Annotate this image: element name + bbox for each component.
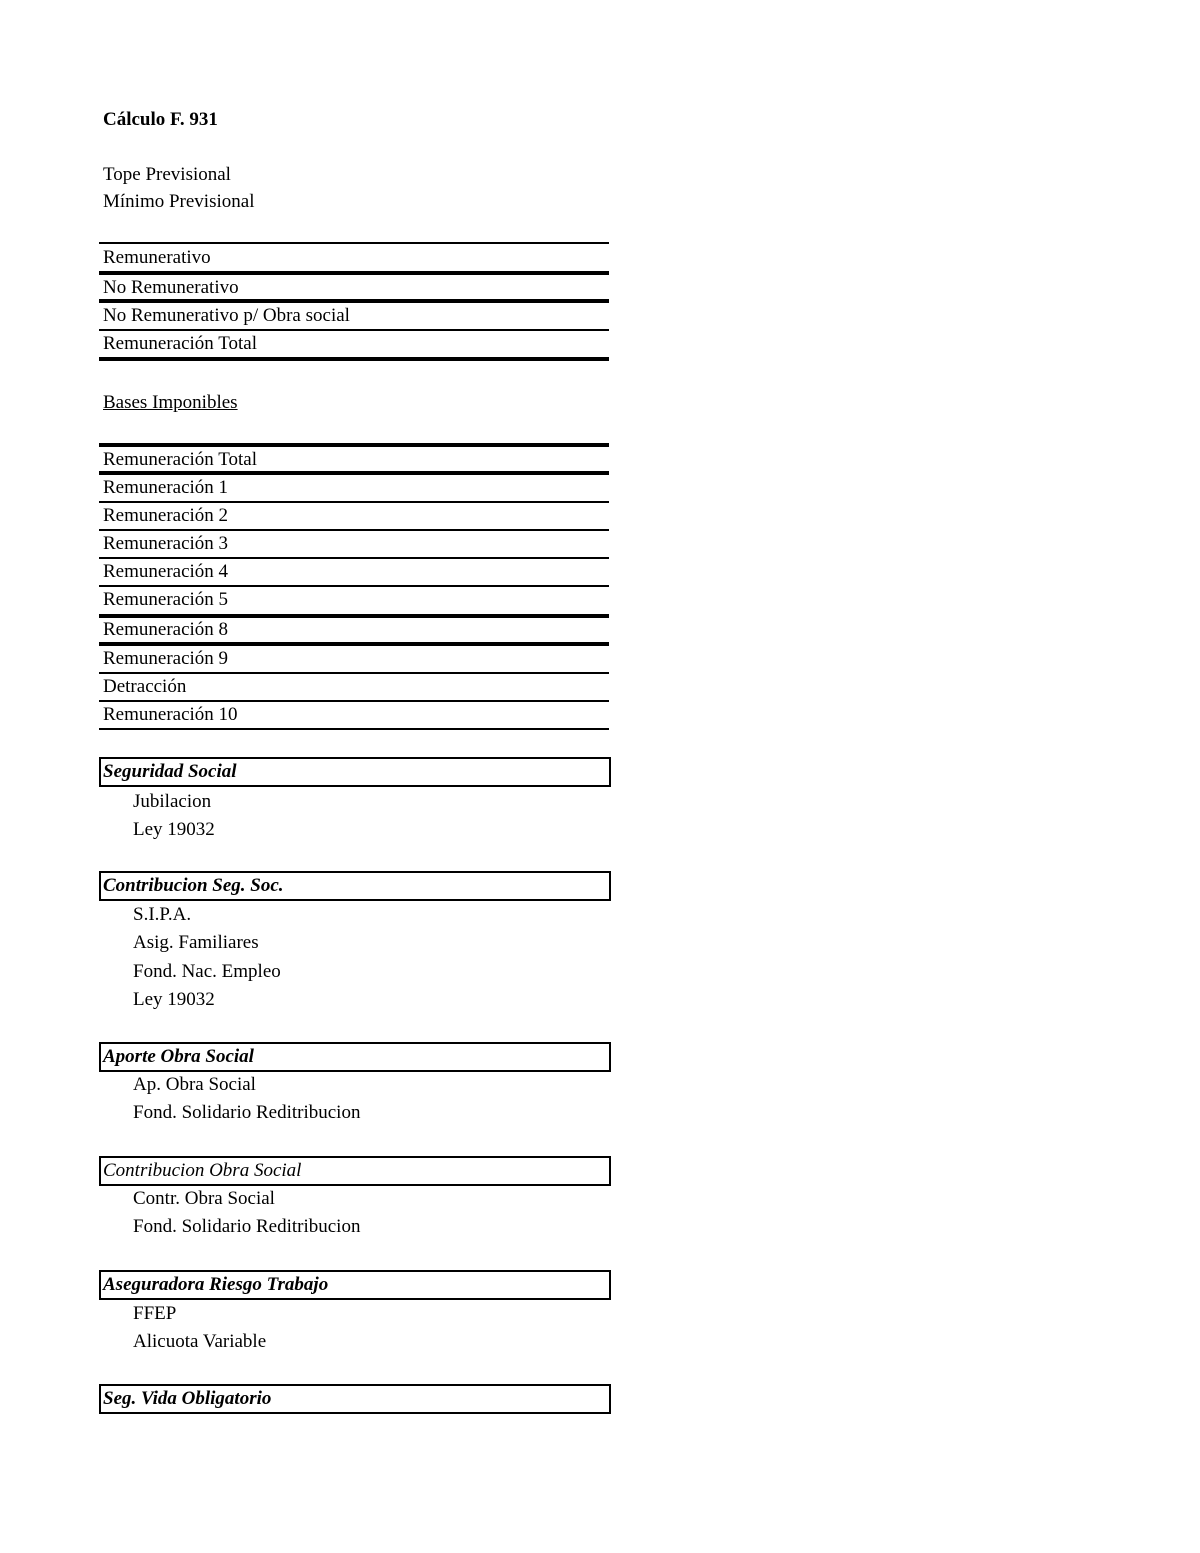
- table-row: Remuneración Total: [103, 449, 257, 470]
- bases-imponibles-heading: Bases Imponibles: [103, 392, 238, 413]
- table-row: Remuneración 8: [103, 619, 229, 640]
- section-aporte-obra-social: Aporte Obra Social: [99, 1042, 611, 1072]
- section-seg-vida-obligatorio: Seg. Vida Obligatorio: [99, 1384, 611, 1414]
- page-title: Cálculo F. 931: [103, 109, 218, 130]
- section-item: Alicuota Variable: [133, 1331, 267, 1352]
- section-contribucion-seg-soc: Contribucion Seg. Soc.: [99, 871, 611, 901]
- section-item: Asig. Familiares: [133, 932, 259, 953]
- table-divider: [99, 242, 609, 244]
- table-row: Detracción: [103, 676, 187, 697]
- table-row: Remunerativo: [103, 247, 211, 268]
- section-item: Jubilacion: [133, 791, 212, 812]
- table-row: Remuneración 9: [103, 648, 229, 669]
- table-row: Remuneración 2: [103, 505, 229, 526]
- table-row: Remuneración 10: [103, 704, 238, 725]
- section-item: Ap. Obra Social: [133, 1074, 256, 1095]
- table-divider: [99, 728, 609, 730]
- table-row: Remuneración 5: [103, 589, 229, 610]
- table-row: Remuneración 4: [103, 561, 229, 582]
- table-divider: [99, 357, 609, 361]
- table-row: No Remunerativo: [103, 277, 239, 298]
- section-contribucion-obra-social: Contribucion Obra Social: [99, 1156, 611, 1186]
- section-item: Fond. Solidario Reditribucion: [133, 1216, 361, 1237]
- table-row: Remuneración 3: [103, 533, 229, 554]
- table-row: Remuneración Total: [103, 333, 257, 354]
- section-item: S.I.P.A.: [133, 904, 192, 925]
- tope-previsional-label: Tope Previsional: [103, 164, 231, 185]
- section-item: Contr. Obra Social: [133, 1188, 275, 1209]
- section-aseguradora-riesgo-trabajo: Aseguradora Riesgo Trabajo: [99, 1270, 611, 1300]
- section-item: Ley 19032: [133, 989, 215, 1010]
- section-item: FFEP: [133, 1303, 177, 1324]
- section-seguridad-social: Seguridad Social: [99, 757, 611, 787]
- section-item: Fond. Nac. Empleo: [133, 961, 281, 982]
- table-row: No Remunerativo p/ Obra social: [103, 305, 350, 326]
- section-item: Ley 19032: [133, 819, 215, 840]
- minimo-previsional-label: Mínimo Previsional: [103, 191, 255, 212]
- table-row: Remuneración 1: [103, 477, 229, 498]
- section-item: Fond. Solidario Reditribucion: [133, 1102, 361, 1123]
